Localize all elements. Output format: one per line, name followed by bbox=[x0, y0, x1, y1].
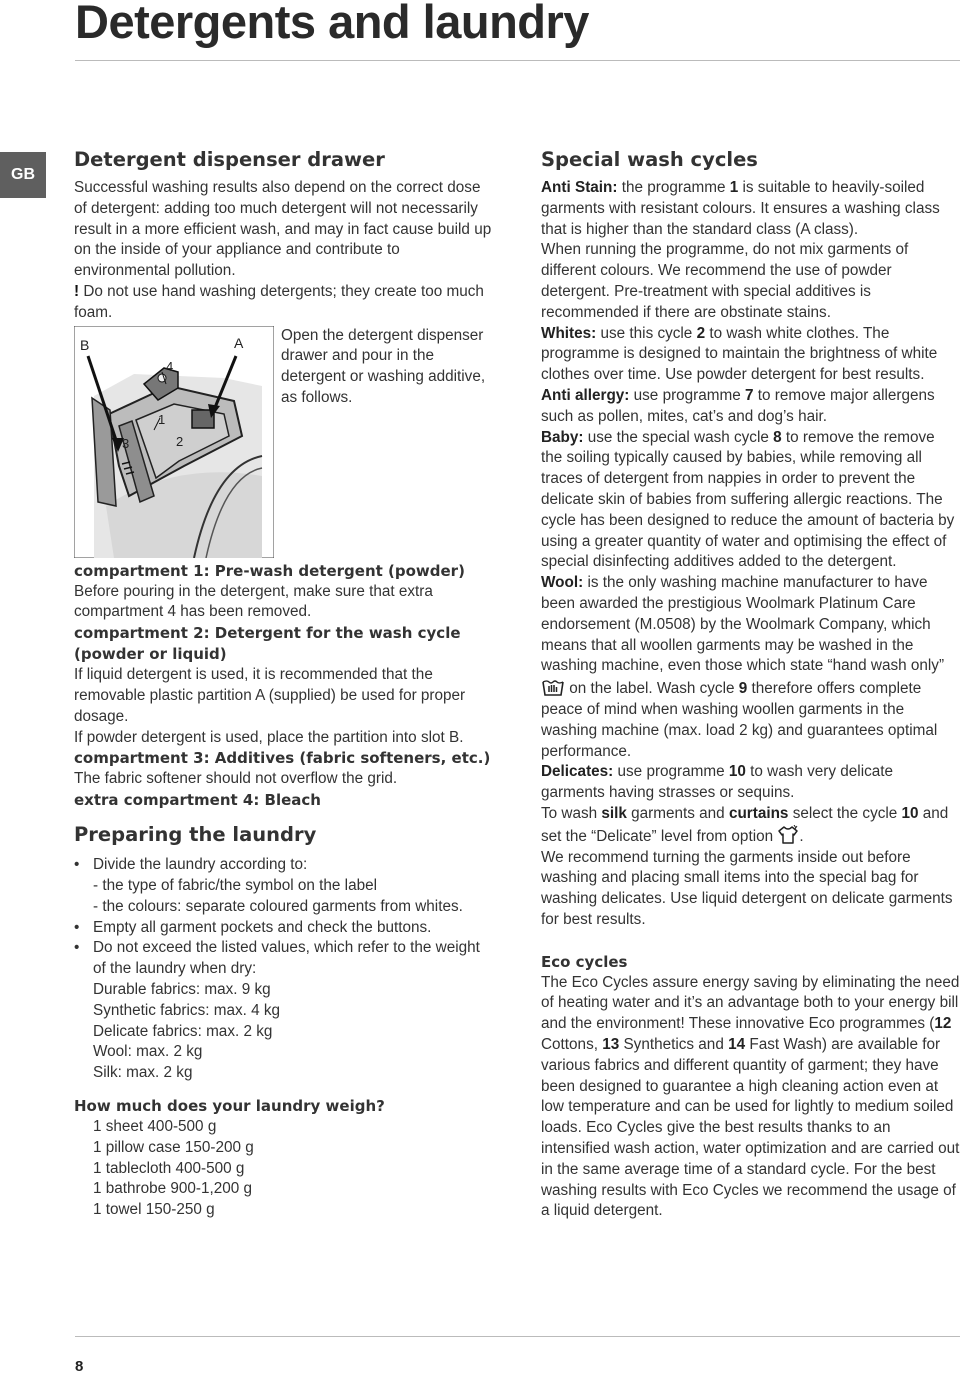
bullet-empty-pockets-text: Empty all garment pockets and check the buttons. bbox=[93, 918, 432, 936]
wool-a: is the only washing machine manufacturer to have been awarded the prestigious Woolmark Platinum Care endorsement (M.0508) by the Woolmark Company, which means that all woollen garments may be washed in the washing machine, even those which state “hand wash only” bbox=[541, 574, 945, 675]
wool-c: therefore offers complete peace of mind when washing woollen garments in the washing machine (max. load 2 kg) and guarantees optimal performance. bbox=[541, 680, 938, 760]
footer-divider bbox=[75, 1336, 960, 1337]
bullet-divide-text: Divide the laundry according to: bbox=[93, 856, 308, 874]
eco-t12: Cottons, bbox=[541, 1036, 603, 1054]
baby-num: 8 bbox=[773, 428, 782, 446]
silk-paragraph bbox=[541, 804, 960, 848]
delicates-a: use programme bbox=[613, 763, 729, 781]
silk-c: garments and bbox=[626, 804, 729, 822]
eco-b: Fast Wash) are available for various fabrics and different quantity of garment; they have been designed to guarantee a high cleaning action even at low temperature and can be used for lightly to medium soiled loads. Eco Cycles give the best results thanks to an intensified wash action, water optimization and are carried out in the same average time of a standard cycle. For the best washing results with Eco Cycles we recommend the usage of a liquid detergent. bbox=[541, 1036, 960, 1220]
dispenser-figure bbox=[74, 326, 492, 561]
list-item: 1 tablecloth 400-500 g bbox=[93, 1159, 245, 1177]
eco-a: The Eco Cycles assure energy saving by eliminating the need of heating water and it’s an advantage both to your energy bill and the environment! These innovative Eco programmes ( bbox=[541, 973, 960, 1033]
eco-heading: Eco cycles bbox=[541, 952, 628, 971]
compartment-1-text: Before pouring in the detergent, make sure that extra compartment 4 has been removed. bbox=[74, 582, 433, 621]
baby-label: Baby: bbox=[541, 428, 584, 446]
silk-d: curtains bbox=[728, 804, 789, 822]
bullet-dot: • bbox=[74, 939, 80, 957]
wool-num: 9 bbox=[738, 680, 748, 698]
whites-num: 2 bbox=[696, 324, 706, 342]
list-item: Silk: max. 2 kg bbox=[93, 1064, 193, 1082]
list-item: Durable fabrics: max. 9 kg bbox=[93, 980, 271, 998]
silk-num: 10 bbox=[901, 804, 919, 822]
baby-a: use the special wash cycle bbox=[583, 428, 774, 446]
whites-label: Whites: bbox=[541, 324, 597, 342]
compartment-2-title: compartment 2: Detergent for the wash cycle (powder or liquid) bbox=[74, 624, 461, 664]
c2-powder-c: . bbox=[459, 728, 464, 746]
weights-list bbox=[74, 1117, 492, 1221]
wool-b: on the label. Wash cycle bbox=[565, 680, 739, 698]
list-item: 1 pillow case 150-200 g bbox=[93, 1138, 254, 1156]
compartment-3-title: compartment 3: Additives (fabric softeners, etc.) bbox=[74, 749, 491, 768]
anti-stain-a: the programme bbox=[617, 179, 730, 196]
baby-b: to remove the remove the soiling typically caused by babies, while removing all traces of detergent from nappies in order to prevent the delicate skin of babies from suffering allergic reactions. The cycle has been designed to reduce the amount of bacteria by using a greater quantity of water and optimising the effect of special disinfecting additives added to the detergent. bbox=[541, 428, 955, 571]
c2-powder-slot: B bbox=[449, 728, 460, 746]
eco-n13: 13 bbox=[602, 1036, 620, 1054]
allergy-b: to remove major allergens such as pollen, mites, cat’s and dog’s hair. bbox=[541, 386, 935, 425]
bullet-empty-pockets bbox=[74, 918, 492, 939]
bullet-weight-limits bbox=[74, 938, 492, 980]
page-number: 8 bbox=[75, 1358, 84, 1375]
delicates-num: 10 bbox=[728, 763, 746, 781]
c2-liquid-partition: A bbox=[255, 686, 265, 704]
figure-label-3: 3 bbox=[122, 435, 130, 451]
list-item: 1 towel 150-250 g bbox=[93, 1201, 215, 1219]
right-column bbox=[541, 148, 960, 1222]
dispenser-intro: Successful washing results also depend on the correct dose of detergent: adding too much detergent will not necessarily result in a more efficient wash, and may in fact cause build up on the inside of your appliance and contribute to environmental pollution. bbox=[74, 179, 492, 280]
list-item: Wool: max. 2 kg bbox=[93, 1043, 203, 1061]
silk-e: select the cycle bbox=[788, 804, 902, 822]
bullet-weight-limits-text: Do not exceed the listed values, which refer to the weight of the laundry when dry: bbox=[93, 939, 480, 978]
bullet-divide-sub2: - the colours: separate coloured garments from whites. bbox=[93, 897, 463, 915]
warning-text: Do not use hand washing detergents; they create too much foam. bbox=[74, 282, 484, 321]
bullet-divide bbox=[74, 855, 492, 917]
compartment-3-text: The fabric softener should not overflow the grid. bbox=[74, 770, 398, 788]
whites-b: to wash white clothes. The programme is designed to maintain the brightness of white clothes over time. Use powder detergent for best results. bbox=[541, 324, 938, 384]
compartment-2-text-powder bbox=[74, 728, 492, 749]
silk-g: . bbox=[799, 827, 804, 845]
page-title: Detergents and laundry bbox=[75, 0, 589, 48]
baby-paragraph bbox=[541, 428, 960, 574]
figure-label-a: A bbox=[234, 334, 244, 351]
warning-mark: ! bbox=[74, 282, 80, 300]
header-divider bbox=[75, 60, 960, 61]
delicates-label: Delicates: bbox=[541, 763, 614, 781]
figure-label-2: 2 bbox=[176, 433, 184, 449]
c2-powder-a: If powder detergent is used, place the partition into slot bbox=[74, 728, 449, 746]
delicates-paragraph bbox=[541, 762, 960, 804]
anti-stain-num: 1 bbox=[729, 179, 739, 196]
delicates-b: to wash very delicate garments having strasses or sequins. bbox=[541, 763, 894, 802]
figure-label-b: B bbox=[80, 336, 90, 353]
laundry-bullets bbox=[74, 855, 492, 980]
language-tab: GB bbox=[0, 152, 46, 198]
anti-stain-label: Anti Stain: bbox=[541, 179, 618, 196]
compartment-2-text-liquid bbox=[74, 665, 492, 727]
silk-f: and set the “Delicate” level from option bbox=[541, 804, 949, 845]
inside-out-paragraph: We recommend turning the garments inside out before washing and placing small items into the special bag for washing delicates. Use liquid detergent on delicate garments for best results. bbox=[541, 848, 953, 928]
bullet-dot: • bbox=[74, 918, 80, 936]
wool-label: Wool: bbox=[541, 574, 584, 592]
anti-stain-b: is suitable to heavily-soiled garments with resistant colours. It ensures a washing class that is higher than the standard class (A class). bbox=[541, 179, 940, 238]
eco-paragraph bbox=[541, 973, 960, 1223]
whites-paragraph bbox=[541, 324, 960, 386]
figure-label-4: 4 bbox=[166, 358, 174, 374]
list-item: Delicate fabrics: max. 2 kg bbox=[93, 1022, 273, 1040]
eco-t13: Synthetics and bbox=[619, 1036, 729, 1054]
delicate-garment-icon bbox=[777, 825, 799, 845]
dispenser-heading: Detergent dispenser drawer bbox=[74, 148, 385, 171]
list-item: 1 sheet 400-500 g bbox=[93, 1117, 217, 1135]
wool-paragraph bbox=[541, 573, 960, 762]
anti-stain-note: When running the programme, do not mix garments of different colours. We recommend the use of powder detergent. Pre-treatment with special additives is recommended if there are obstinate stains. bbox=[541, 241, 909, 321]
figure-label-1: 1 bbox=[158, 411, 166, 427]
eco-n14: 14 bbox=[728, 1036, 746, 1054]
whites-a: use this cycle bbox=[596, 324, 697, 342]
laundry-heading: Preparing the laundry bbox=[74, 823, 317, 847]
allergy-num: 7 bbox=[745, 386, 754, 404]
compartment-1-title: compartment 1: Pre-wash detergent (powder) bbox=[74, 561, 465, 580]
silk-b: silk bbox=[601, 804, 627, 822]
c2-liquid-a: If liquid detergent is used, it is recommended that the removable plastic partition bbox=[74, 666, 433, 704]
bullet-dot: • bbox=[74, 856, 80, 874]
c2-liquid-c: (supplied) be used for proper dosage. bbox=[74, 686, 466, 725]
allergy-paragraph bbox=[541, 386, 960, 428]
weigh-heading: How much does your laundry weigh? bbox=[74, 1096, 385, 1115]
compartment-4-title: extra compartment 4: Bleach bbox=[74, 791, 321, 810]
hand-wash-icon bbox=[541, 677, 565, 697]
dispenser-drawer-illustration bbox=[74, 326, 274, 558]
anti-stain-paragraph bbox=[541, 178, 960, 240]
list-item: Synthetic fabrics: max. 4 kg bbox=[93, 1001, 281, 1019]
silk-a: To wash bbox=[541, 804, 602, 822]
bullet-divide-sub1: - the type of fabric/the symbol on the label bbox=[93, 876, 378, 894]
allergy-a: use programme bbox=[629, 386, 746, 404]
list-item: 1 bathrobe 900-1,200 g bbox=[93, 1180, 253, 1198]
allergy-label: Anti allergy: bbox=[541, 386, 630, 404]
left-column bbox=[74, 148, 492, 1221]
load-limits-list bbox=[74, 980, 492, 1084]
dispenser-warning bbox=[74, 282, 492, 324]
figure-caption: Open the detergent dispenser drawer and pour in the detergent or washing additive, as follows. bbox=[281, 326, 486, 406]
eco-n12: 12 bbox=[934, 1015, 952, 1033]
special-heading: Special wash cycles bbox=[541, 148, 758, 171]
